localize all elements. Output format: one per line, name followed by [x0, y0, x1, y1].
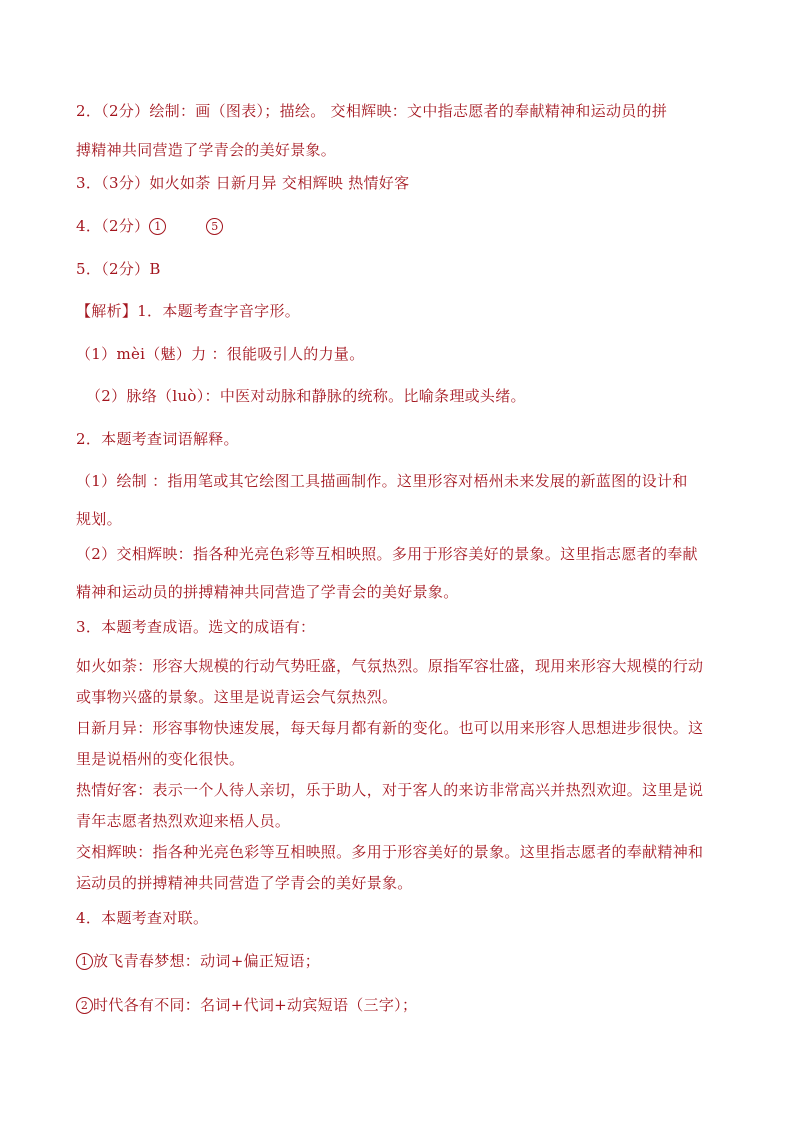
- idiom-4-line-1: 交相辉映：指各种光亮色彩等互相映照。多用于形容美好的景象。这里指志愿者的奉献精神和: [76, 843, 704, 861]
- circled-number-5: 5: [206, 218, 223, 235]
- idiom-4-line-2: 运动员的拼搏精神共同营造了学青会的美好景象。: [76, 874, 413, 892]
- analysis-2-item-1-line-2: 规划。: [76, 510, 122, 528]
- idiom-3-line-1: 热情好客：表示一个人待人亲切，乐于助人，对于客人的来访非常高兴并热烈欢迎。这里是说: [76, 781, 704, 799]
- analysis-2-item-2-line-1: （2）交相辉映：指各种光亮色彩等互相映照。多用于形容美好的景象。这里指志愿者的奉献: [76, 545, 698, 563]
- couplet-item-2-text: 时代各有不同：名词+代词+动宾短语（三字）；: [93, 996, 418, 1014]
- answer-3: 3．（3分）如火如荼 日新月异 交相辉映 热情好客: [76, 174, 410, 192]
- answer-5: 5．（2分）B: [76, 260, 161, 278]
- analysis-heading: 【解析】1．本题考查字音字形。: [76, 302, 301, 320]
- idiom-2-line-1: 日新月异：形容事物快速发展，每天每月都有新的变化。也可以用来形容人思想进步很快。这: [76, 719, 704, 737]
- idiom-1-line-1: 如火如荼：形容大规模的行动气势旺盛，气氛热烈。原指军容壮盛，现用来形容大规模的行动: [76, 657, 704, 675]
- idiom-2-line-2: 里是说梧州的变化很快。: [76, 750, 245, 768]
- idiom-3-line-2: 青年志愿者热烈欢迎来梧人员。: [76, 812, 291, 830]
- analysis-4-heading: 4．本题考查对联。: [76, 909, 209, 927]
- answer-4: [76, 216, 223, 236]
- circled-number-1: 1: [76, 953, 93, 970]
- couplet-item-1-text: 放飞青春梦想：动词+偏正短语；: [93, 952, 321, 970]
- analysis-2-item-1-line-1: （1）绘制 ：指用笔或其它绘图工具描画制作。这里形容对梧州未来发展的新蓝图的设计和: [76, 472, 688, 490]
- analysis-1-item-1: （1）mèi（魅）力 ：很能吸引人的力量。: [76, 345, 365, 363]
- answer-2-line-1: 2．（2分）绘制：画（图表）；描绘。 交相辉映：文中指志愿者的奉献精神和运动员的拼: [76, 102, 668, 120]
- idiom-1-line-2: 或事物兴盛的景象。这里是说青运会气氛热烈。: [76, 688, 398, 706]
- analysis-2-item-2-line-2: 精神和运动员的拼搏精神共同营造了学青会的美好景象。: [76, 583, 459, 601]
- couplet-item-2: [76, 995, 417, 1015]
- couplet-item-1: [76, 951, 320, 971]
- answer-4-prefix: 4．（2分）: [76, 217, 150, 235]
- analysis-2-heading: 2．本题考查词语解释。: [76, 430, 239, 448]
- analysis-1-item-2: （2）脉络（luò）：中医对动脉和静脉的统称。比喻条理或头绪。: [86, 387, 526, 405]
- analysis-3-heading: 3．本题考查成语。选文的成语有：: [76, 618, 316, 636]
- answer-2-line-2: 搏精神共同营造了学青会的美好景象。: [76, 141, 337, 159]
- circled-number-1: 1: [149, 218, 166, 235]
- circled-number-2: 2: [76, 997, 93, 1014]
